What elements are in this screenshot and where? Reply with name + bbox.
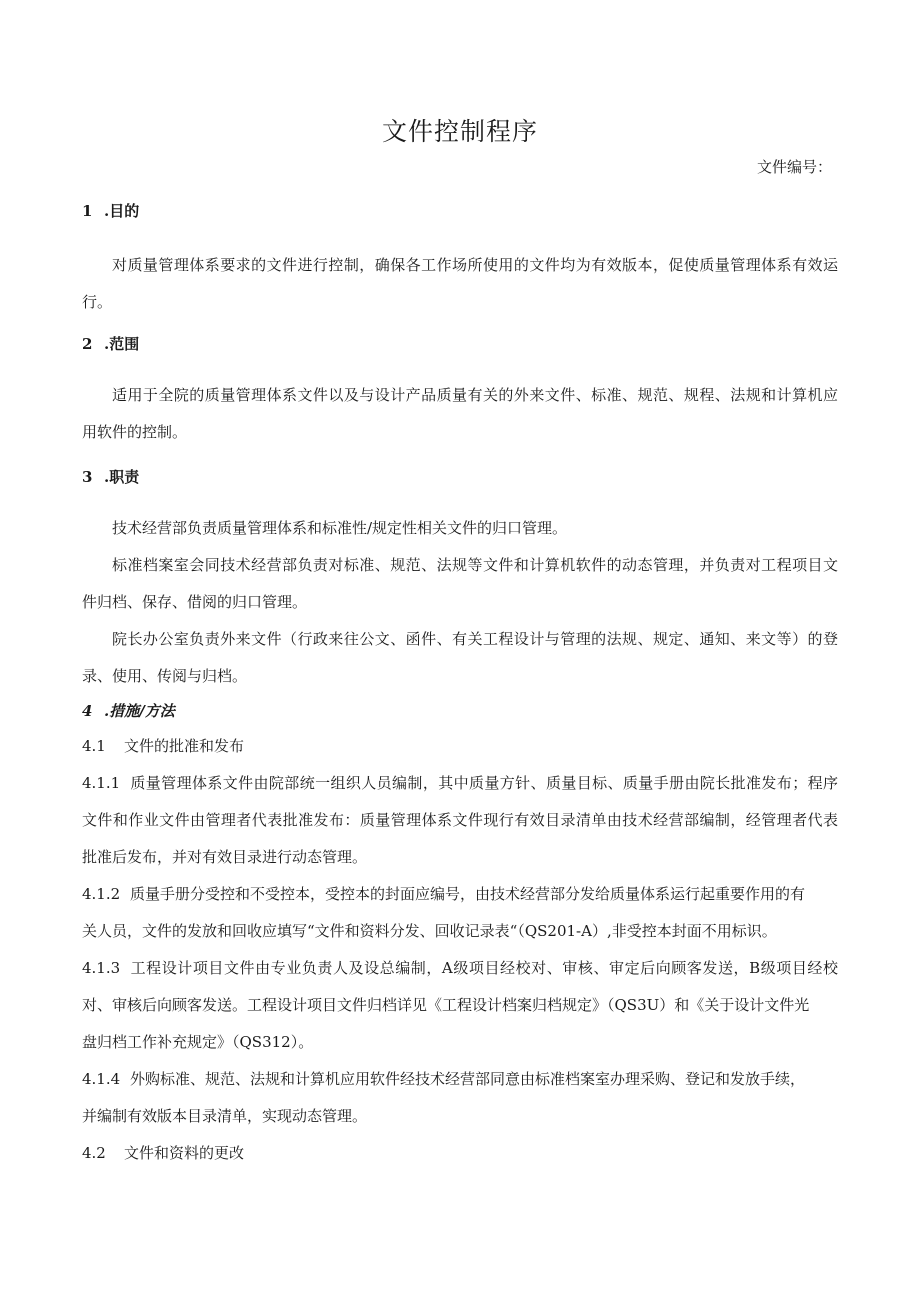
paragraph-line: 并编制有效版本目录清单，实现动态管理。 xyxy=(82,1107,368,1125)
paragraph-line: 文件和作业文件由管理者代表批准发布：质量管理体系文件现行有效目录清单由技术经营部编制，经管理者代表 xyxy=(82,811,838,829)
section-2-number: 2 xyxy=(82,335,93,353)
paragraph-line: 标准档案室会同技术经营部负责对标准、规范、法规等文件和计算机软件的动态管理，并负责对工程项目文 xyxy=(112,556,838,574)
subsection-4-1-heading xyxy=(82,728,838,765)
paragraph-line: 录、使用、传阅与归档。 xyxy=(82,667,248,685)
section-3-number: 3 xyxy=(82,468,93,486)
subsection-4-2-heading xyxy=(82,1135,838,1172)
document-number-label: 文件编号： xyxy=(756,158,832,176)
paragraph-line: 质量手册分受控和不受控本，受控本的封面应编号，由技术经营部分发给质量体系运行起重要作用的有 xyxy=(130,885,806,903)
section-3-body xyxy=(82,510,838,695)
paragraph-line: 适用于全院的质量管理体系文件以及与设计产品质量有关的外来文件、标准、规范、规程、法规和计算机应 xyxy=(112,386,838,404)
clause-number: 4.1.4 xyxy=(82,1070,121,1088)
section-4-heading xyxy=(82,700,175,721)
paragraph-line: 用软件的控制。 xyxy=(82,423,188,441)
section-4-body xyxy=(82,728,838,1172)
paragraph-line: 行。 xyxy=(82,293,113,311)
paragraph-line: 盘归档工作补充规定》（QS312）。 xyxy=(82,1033,314,1051)
paragraph-line: 批准后发布，并对有效目录进行动态管理。 xyxy=(82,848,368,866)
clause-number: 4.1.2 xyxy=(82,885,121,903)
section-3-title: .职责 xyxy=(104,468,140,486)
paragraph-line: 对、审核后向顾客发送。工程设计项目文件归档详见《工程设计档案归档规定》（QS3U）和《关于设计文件光 xyxy=(82,996,810,1014)
subsection-title: 文件和资料的更改 xyxy=(124,1144,245,1162)
paragraph-line: 院长办公室负责外来文件（行政来往公文、函件、有关工程设计与管理的法规、规定、通知、来文等）的登 xyxy=(112,630,838,648)
section-1-title: .目的 xyxy=(104,202,140,220)
paragraph-line: 件归档、保存、借阅的归口管理。 xyxy=(82,593,308,611)
section-1-heading xyxy=(82,200,139,221)
section-4-title: .措施/方法 xyxy=(104,702,175,720)
section-2-heading xyxy=(82,333,139,354)
section-1-body xyxy=(82,247,838,321)
paragraph-line: 工程设计项目文件由专业负责人及设总编制，A级项目经校对、审核、审定后向顾客发送，B级项目经校 xyxy=(130,959,838,977)
section-2-body xyxy=(82,377,838,451)
subsection-number: 4.1 xyxy=(82,737,106,755)
paragraph-line: 外购标准、规范、法规和计算机应用软件经技术经营部同意由标准档案室办理采购、登记和发放手续， xyxy=(130,1070,806,1088)
paragraph-line: 对质量管理体系要求的文件进行控制，确保各工作场所使用的文件均为有效版本，促使质量管理体系有效运 xyxy=(112,256,838,274)
clause-4-1-4 xyxy=(82,1061,838,1098)
subsection-number: 4.2 xyxy=(82,1144,106,1162)
paragraph-line: 技术经营部负责质量管理体系和标准性/规定性相关文件的归口管理。 xyxy=(112,519,568,537)
clause-4-1-1 xyxy=(82,765,838,802)
clause-number: 4.1.1 xyxy=(82,774,121,792)
clause-4-1-3 xyxy=(82,950,838,987)
section-4-number: 4 xyxy=(82,702,93,720)
clause-4-1-2 xyxy=(82,876,838,913)
subsection-title: 文件的批准和发布 xyxy=(124,737,245,755)
paragraph-line: 关人员，文件的发放和回收应填写“文件和资料分发、回收记录表“（QS201-A）,非受控本封面不用标识。 xyxy=(82,922,777,940)
section-1-number: 1 xyxy=(82,202,93,220)
section-2-title: .范围 xyxy=(104,335,140,353)
section-3-heading xyxy=(82,466,139,487)
page-title: 文件控制程序 xyxy=(381,117,538,146)
clause-number: 4.1.3 xyxy=(82,959,121,977)
paragraph-line: 质量管理体系文件由院部统一组织人员编制，其中质量方针、质量目标、质量手册由院长批准发布；程序 xyxy=(130,774,838,792)
